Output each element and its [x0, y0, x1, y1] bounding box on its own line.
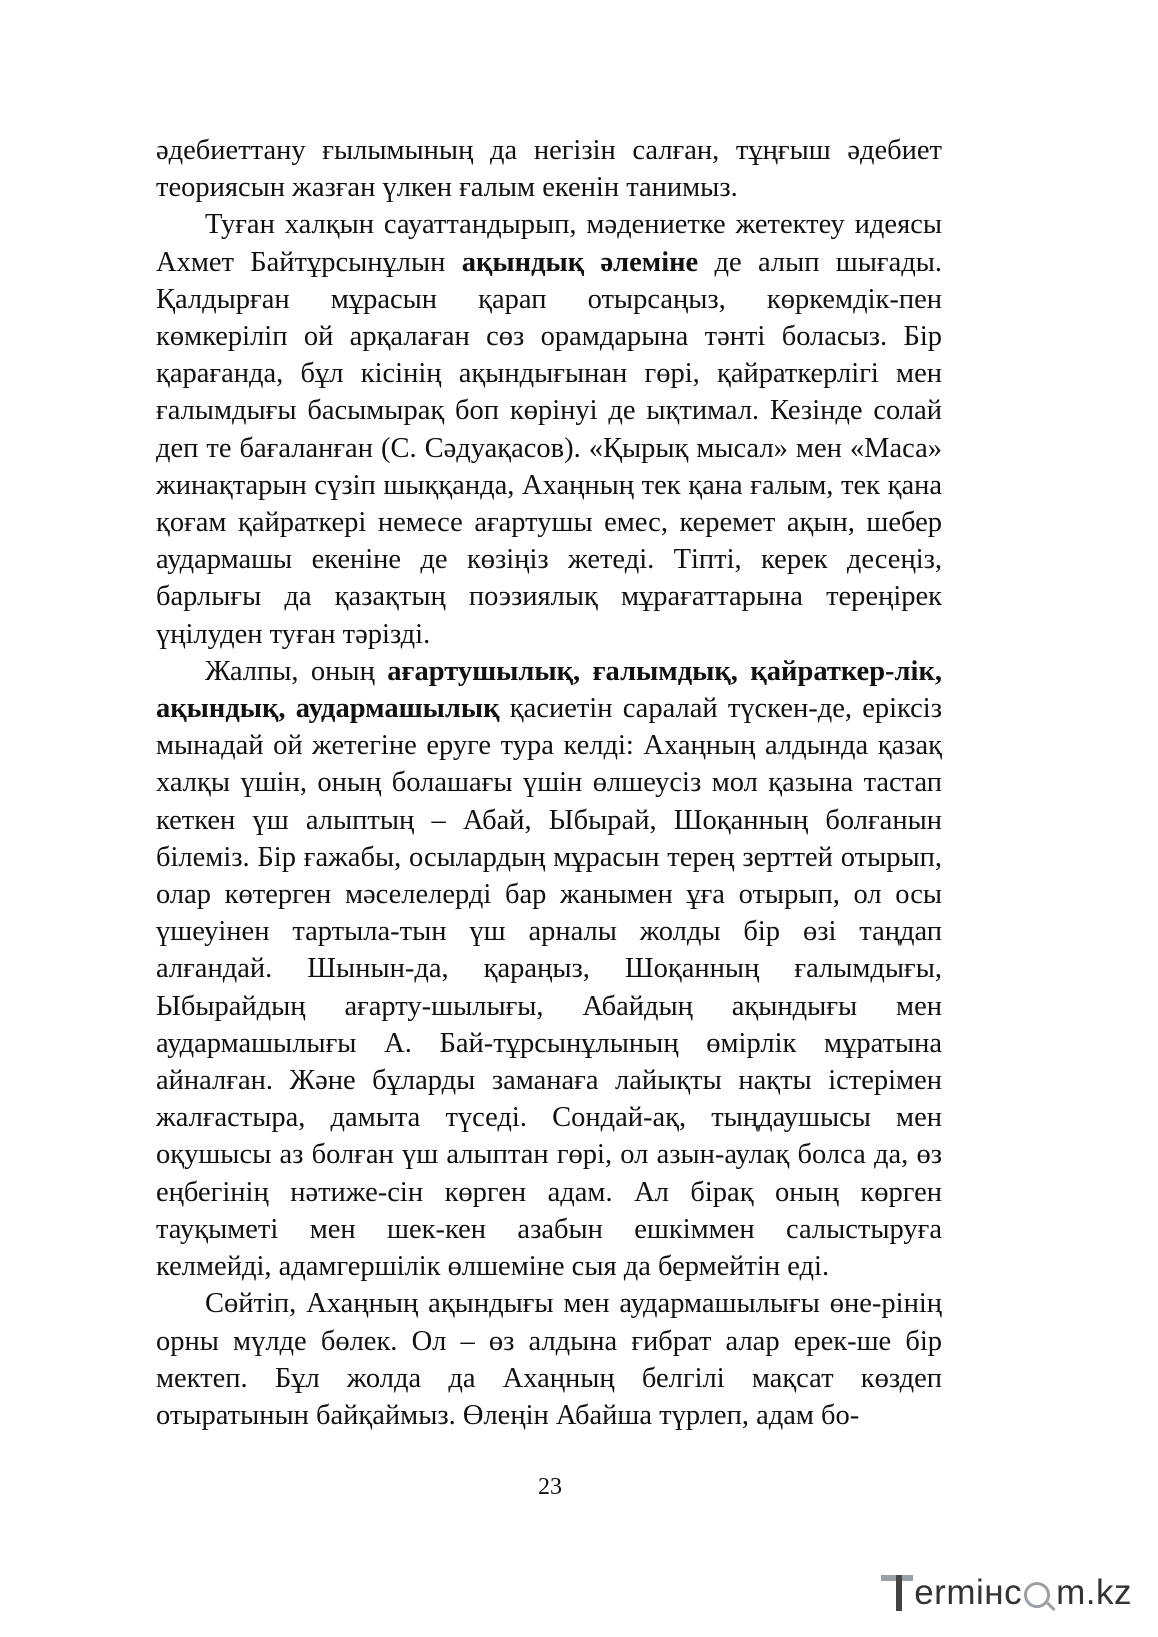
paragraph-2-bold-term: ақындық әлеміне	[461, 246, 699, 278]
watermark-t-logo-icon	[881, 1571, 913, 1615]
paragraph-2	[156, 206, 942, 652]
watermark-text-part1: ermінс	[914, 1573, 1023, 1612]
magnifier-icon	[1024, 1582, 1050, 1608]
page-number: 23	[538, 1474, 562, 1500]
paragraph-4-text: Сөйтіп, Ахаңның ақындығы мен аудармашылығы өне-рінің орны мүлде бөлек. Ол – өз алдына ғибрат алар ерек-ше бір мектеп. Бұл жолда да Ахаңның белгілі мақсат көздеп отыратынын байқаймыз. Өлеңін Абайша түрлеп, адам бо-	[156, 1288, 942, 1431]
paragraph-3	[156, 653, 942, 1285]
paragraph-3-text-b: қасиетін саралай түскен-де, еріксіз мынадай ой жетегіне еруге тура келді: Ахаңның алдында қазақ халқы үшін, оның болашағы үшін өлшеусіз мол қазына тастап кеткен үш алыптың – Абай, Ыбырай, Шоқанның болғанын білеміз. Бір ғажабы, осылардың мұрасын терең зерттей отырып, олар көтерген мәселелерді бар жанымен ұға отырып, ол осы үшеуінен тартыла-тын үш арналы жолды бір өзі таңдап алғандай. Шынын-да, қараңыз, Шоқанның ғалымдығы, Ыбырайдың ағарту-шылығы, Абайдың ақындығы мен аудармашылығы А. Бай-тұрсынұлының өмірлік мұратына айналған. Және бұларды заманаға лайықты нақты істерімен жалғастыра, дамыта түседі. Сондай-ақ, тыңдаушысы мен оқушысы аз болған үш алыптан гөрі, ол азын-аулақ болса да, өз еңбегінің нәтиже-сін көрген адам. Ал бірақ оның көрген тауқыметі мен шек-кен азабын ешкіммен салыстыруға келмейді, адамгершілік өлшеміне сыя да бермейтін еді.	[156, 693, 942, 1283]
document-body	[156, 132, 942, 1434]
watermark-text-part2: m.kz	[1056, 1573, 1132, 1612]
paragraph-3-text-a: Жалпы, оның	[205, 655, 388, 687]
terminkom-watermark	[881, 1569, 1132, 1617]
paragraph-2-text-b: де алып шығады. Қалдырған мұрасын қарап отырсаңыз, көркемдік-пен көмкеріліп ой арқалаған сөз орамдарына тәнті боласыз. Бір қарағанда, бұл кісінің ақындығынан гөрі, қайраткерлігі мен ғалымдығы басымырақ боп көрінуі де ықтимал. Кезінде солай деп те бағаланған (С. Сәдуақасов). «Қырық мысал» мен «Маса» жинақтарын сүзіп шыққанда, Ахаңның тек қана ғалым, тек қана қоғам қайраткері немесе ағартушы емес, керемет ақын, шебер аудармашы екеніне де көзіңіз жетеді. Тіпті, керек десеңіз, барлығы да қазақтың поэзиялық мұрағаттарына тереңірек үңілуден туған тәрізді.	[156, 246, 942, 650]
paragraph-3-bold-terms: ағартушылық, ғалымдық, қайраткер-лік, ақындық, аудармашылық	[156, 655, 942, 725]
paragraph-4	[156, 1285, 942, 1434]
paragraph-1	[156, 132, 942, 206]
paragraph-2-text-a: Туған халқын сауаттандырып, мәдениетке жетектеу идеясы Ахмет Байтұрсынұлын	[156, 209, 942, 278]
paragraph-1-text: әдебиеттану ғылымының да негізін салған, тұңғыш әдебиет теориясын жазған үлкен ғалым екенін танимыз.	[156, 135, 942, 204]
